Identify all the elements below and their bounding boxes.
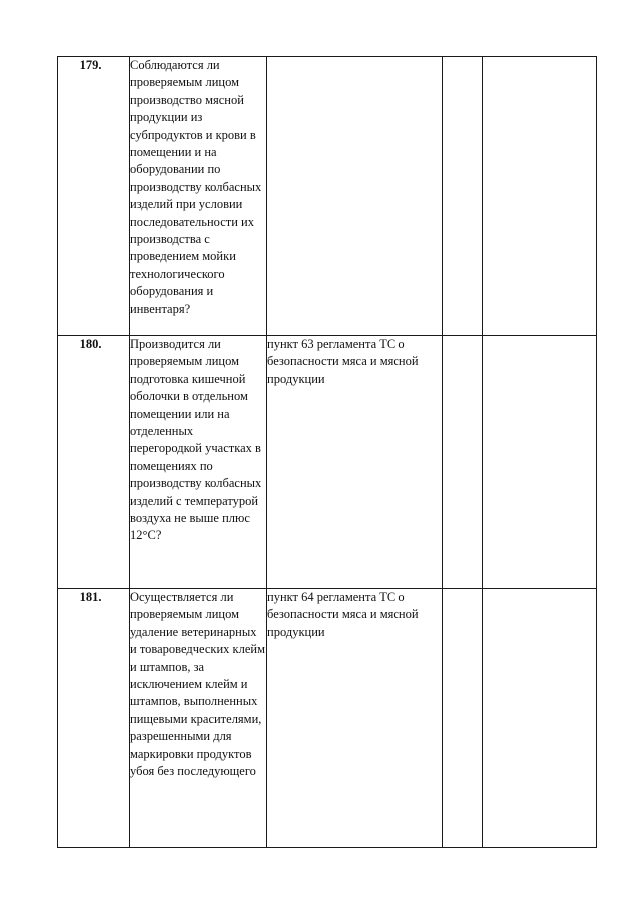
reference-cell [267, 57, 443, 336]
checklist-table [57, 56, 597, 848]
row-number: 179. [79, 58, 102, 72]
row-number-cell [58, 57, 130, 336]
question-cell: Производится ли проверяемым лицом подготовка кишечной оболочки в отдельном помещении или на отделенных перегородкой участках в помещениях по производству колбасных изделий с температурой воздуха не выше плюс 12°С? [130, 336, 267, 589]
reference-cell: пункт 64 регламента ТС о безопасности мяса и мясной продукции [267, 589, 443, 848]
reference-cell: пункт 63 регламента ТС о безопасности мяса и мясной продукции [267, 336, 443, 589]
row-number: 180. [79, 337, 102, 351]
question-cell: Соблюдаются ли проверяемым лицом производство мясной продукции из субпродуктов и крови в помещении и на оборудовании по производству колбасных изделий при условии последовательности их производства с проведением мойки технологического оборудования и инвентаря? [130, 57, 267, 336]
table-row [58, 336, 597, 589]
result-cell [483, 336, 597, 589]
row-number-cell [58, 336, 130, 589]
result-cell [483, 589, 597, 848]
row-number-cell [58, 589, 130, 848]
result-cell [483, 57, 597, 336]
empty-cell [443, 57, 483, 336]
empty-cell [443, 589, 483, 848]
table-row [58, 589, 597, 848]
question-cell: Осуществляется ли проверяемым лицом удаление ветеринарных и товароведческих клейм и штампов, за исключением клейм и штампов, выполненных пищевыми красителями, разрешенными для маркировки продуктов убоя без последующего [130, 589, 267, 848]
row-number: 181. [79, 590, 102, 604]
table-row [58, 57, 597, 336]
empty-cell [443, 336, 483, 589]
